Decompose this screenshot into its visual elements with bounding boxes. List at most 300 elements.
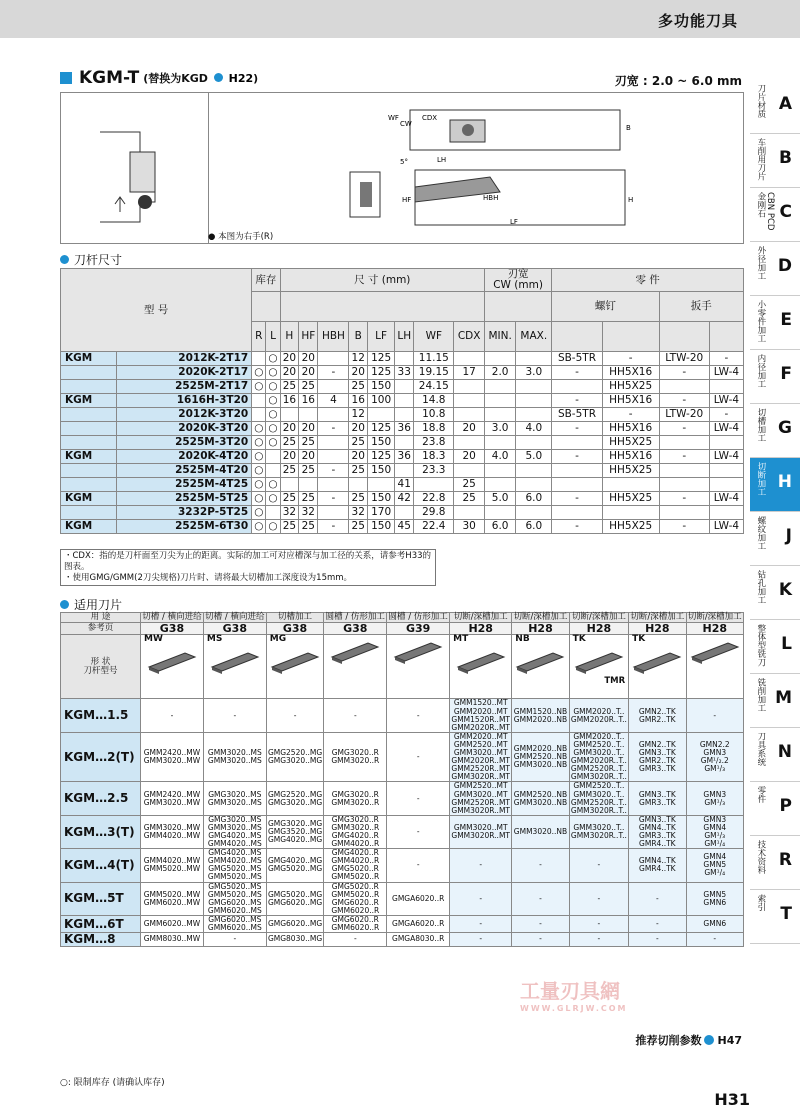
table-row (61, 366, 744, 380)
table-cell: 41 (395, 478, 414, 492)
model-prefix: KGM (64, 932, 96, 947)
table-cell (252, 352, 266, 366)
insert-code-cell: - (569, 915, 628, 932)
table-cell: LW-4 (709, 492, 743, 506)
index-tab-letter: L (781, 634, 792, 654)
table-cell (299, 408, 318, 422)
model-prefix: KGM (61, 520, 117, 534)
table-cell (395, 352, 414, 366)
insert-image (328, 637, 382, 665)
table-cell: LTW-20 (659, 352, 709, 366)
table-cell (552, 464, 602, 478)
svg-text:WF: WF (388, 114, 399, 122)
table-cell: HH5X16 (602, 394, 659, 408)
table-cell (280, 408, 299, 422)
ref-page-link[interactable]: H47 (717, 1034, 742, 1047)
chapter-index (750, 80, 800, 944)
insert-code-cell: - (512, 849, 569, 882)
table-cell: 11.15 (414, 352, 454, 366)
insert-code-cell: GMM2020..T.. GMM2020R..T.. (569, 699, 628, 732)
table-cell (395, 394, 414, 408)
table-cell (709, 380, 743, 394)
part-icon-cell (709, 322, 743, 352)
part-icon-cell (602, 322, 659, 352)
model-prefix: KGM (64, 791, 96, 806)
index-tab-label: 螺纹加工 (755, 516, 766, 550)
model-prefix: KGM (64, 916, 96, 931)
model-prefix (61, 366, 117, 380)
table-cell (454, 352, 485, 366)
model-prefix: KGM (64, 749, 96, 764)
insert-code-cell: - (203, 699, 266, 732)
table-cell: ○ (252, 492, 266, 506)
table-row (61, 450, 744, 464)
replacement-pre: (替换为KGD (143, 72, 208, 85)
holder-model (61, 915, 141, 932)
table-cell (552, 478, 602, 492)
insert-code-cell: - (629, 933, 686, 947)
insert-code-cell: GMGA8030..R (387, 933, 450, 947)
insert-shape-label: TK (572, 634, 586, 645)
replacement-note (143, 70, 258, 86)
index-tab-J[interactable] (750, 512, 800, 566)
table-cell (709, 464, 743, 478)
model-suffix: …4(T) (95, 858, 135, 873)
use-cell: 切断/深槽加工 (450, 613, 512, 623)
table-cell: 32 (349, 506, 368, 520)
insert-code-cell: - (686, 699, 743, 732)
insert-code-cell: GMG6020..R GMM6020..R (324, 915, 387, 932)
svg-text:CW: CW (400, 120, 412, 128)
table-cell: - (552, 422, 602, 436)
insert-code-cell: GMM8030..MW (141, 933, 204, 947)
table-cell: ○ (252, 478, 266, 492)
table-cell: ○ (252, 422, 266, 436)
ref-cell: G38 (324, 622, 387, 635)
use-cell: 圆槽 / 仿形加工 (388, 612, 448, 622)
svg-text:HF: HF (402, 196, 412, 204)
table-cell: ○ (252, 464, 266, 478)
index-tab-F[interactable] (750, 350, 800, 404)
ref-cell: H28 (686, 622, 743, 635)
table-cell: 125 (368, 450, 395, 464)
insert-image (268, 647, 322, 675)
model-prefix (61, 408, 117, 422)
table-cell: 20 (299, 352, 318, 366)
table-cell (454, 394, 485, 408)
table-cell: HH5X25 (602, 492, 659, 506)
table-cell: ○ (266, 422, 280, 436)
table-cell (368, 478, 395, 492)
table-cell: 20 (280, 422, 299, 436)
table-cell (516, 380, 552, 394)
col-header: WF (414, 322, 454, 352)
use-cell: 切断/深槽加工 (513, 612, 568, 622)
table-cell: ○ (252, 366, 266, 380)
table-cell (414, 478, 454, 492)
table-cell (709, 436, 743, 450)
index-tab-L[interactable] (750, 620, 800, 674)
table-cell: 45 (395, 520, 414, 534)
insert-code-cell: GMM4020..MW GMM5020..MW (141, 849, 204, 882)
insert-code-cell: GMN3..TK GMN4..TK GMR3..TK GMR4..TK (629, 815, 686, 848)
section-holder-dims (60, 251, 122, 268)
arrow-circle-icon (214, 73, 223, 82)
table-cell: 19.15 (414, 366, 454, 380)
table-cell: LW-4 (709, 394, 743, 408)
table-cell (318, 450, 349, 464)
model-suffix: …2.5 (95, 791, 129, 806)
width-header (484, 269, 551, 292)
index-tab-letter: D (777, 256, 792, 276)
insert-code-cell: GMG6020..MS GMM6020..MS (203, 915, 266, 932)
insert-code-cell: GMM3020..NB (512, 815, 569, 848)
product-title (60, 68, 258, 88)
table-cell: 20 (280, 352, 299, 366)
col-header: MIN. (484, 322, 515, 352)
table-cell (709, 478, 743, 492)
index-tab-R[interactable] (750, 836, 800, 890)
insert-code-cell: GMM3020..MS GMM3020..MS (203, 732, 266, 782)
table-cell: 22.4 (414, 520, 454, 534)
model-prefix (61, 478, 117, 492)
shape-label: 形 状 (90, 657, 111, 668)
index-tab-label: 索引 (755, 894, 766, 911)
index-tab-N[interactable] (750, 728, 800, 782)
table-row (61, 436, 744, 450)
table-cell: - (659, 366, 709, 380)
index-tab-T[interactable] (750, 890, 800, 944)
table-cell (318, 380, 349, 394)
table-row (61, 478, 744, 492)
insert-code-cell: GMN2.2 GMN3 GM¹/₂.2 GM¹/₃ (686, 732, 743, 782)
index-tab-A[interactable] (750, 80, 800, 134)
insert-code-cell: GMM3020..T.. GMM3020R..T.. (569, 815, 628, 848)
holder-model (61, 849, 141, 882)
svg-text:LF: LF (510, 218, 518, 226)
insert-code-cell: - (387, 815, 450, 848)
insert-code-cell: GMM3020..MT GMM3020R..MT (450, 815, 512, 848)
table-cell: ○ (266, 366, 280, 380)
table-cell: 16 (280, 394, 299, 408)
model-code: 2020K-2T17 (117, 366, 252, 380)
index-tab-label: 钻孔加工 (755, 570, 766, 604)
index-tab-letter: R (778, 850, 792, 870)
table-cell (266, 450, 280, 464)
table-cell: 4.0 (484, 450, 515, 464)
insert-code-cell: GMM1520..NB GMM2020..NB (512, 699, 569, 732)
table-cell: 125 (368, 352, 395, 366)
table-cell: - (709, 352, 743, 366)
col-header: R (252, 322, 266, 352)
table-cell: 25 (280, 492, 299, 506)
table-cell: HH5X25 (602, 380, 659, 394)
index-tab-P[interactable] (750, 782, 800, 836)
table-row (61, 408, 744, 422)
model-code: 2525M-6T30 (117, 520, 252, 534)
insert-code-cell: GMG3020..R GMM3020..R (324, 732, 387, 782)
table-cell: - (318, 464, 349, 478)
table-cell: 29.8 (414, 506, 454, 520)
index-tab-label: 技术资料 (755, 840, 766, 874)
section-title: 刀杆尺寸 (74, 253, 123, 267)
table-cell (602, 478, 659, 492)
shape-header (61, 635, 141, 699)
index-tab-letter: C (779, 202, 792, 222)
insert-code-cell: - (141, 699, 204, 732)
table-cell: ○ (266, 478, 280, 492)
table-cell: HH5X25 (602, 464, 659, 478)
table-cell (602, 506, 659, 520)
table-cell (395, 380, 414, 394)
table-cell: 20 (349, 450, 368, 464)
index-tab-G[interactable] (750, 404, 800, 458)
table-cell: LW-4 (709, 520, 743, 534)
index-tab-K[interactable] (750, 566, 800, 620)
insert-code-cell: - (512, 933, 569, 947)
model-code: 2525M-5T25 (117, 492, 252, 506)
holder-label: 刀杆型号 (83, 665, 118, 676)
index-tab-letter: N (777, 742, 792, 762)
part-icon-cell (552, 322, 602, 352)
index-tab-letter: J (785, 526, 792, 546)
insert-code-cell: GMN3 GM¹/₃ (686, 782, 743, 815)
model-code: 2525M-2T17 (117, 380, 252, 394)
insert-code-cell: GMG5020..MS GMM5020..MS GMG6020..MS GMM6020..MS (203, 882, 266, 915)
table-cell: ○ (266, 436, 280, 450)
table-row (61, 464, 744, 478)
table-cell (368, 408, 395, 422)
table-cell (484, 478, 515, 492)
index-tab-H[interactable] (750, 458, 800, 512)
table-cell: - (318, 492, 349, 506)
table-cell (516, 408, 552, 422)
table-cell: ○ (252, 450, 266, 464)
ref-cell: H28 (512, 622, 569, 635)
insert-code-cell: GMM1520..MT GMM2020..MT GMM1520R..MT GMM2020R..MT (451, 698, 510, 732)
model-code: 2525M-3T20 (117, 436, 252, 450)
table-cell: 33 (395, 366, 414, 380)
insert-image (454, 647, 508, 675)
table-cell: - (659, 492, 709, 506)
table-cell: 170 (368, 506, 395, 520)
index-tab-letter: B (779, 148, 792, 168)
insert-code-cell: GMG5020..MG GMG6020..MG (266, 882, 324, 915)
table-cell (484, 394, 515, 408)
insert-shape-cell (569, 635, 628, 699)
use-cell: 切槽加工 (266, 613, 324, 623)
insert-code-cell: GMM2020..MT GMM2520..MT GMM3020..MT GMM2020R..MT GMM2520R..MT GMM3020R..MT (451, 731, 510, 782)
col-header: HBH (318, 322, 349, 352)
insert-code-cell: GMM2520..T.. GMM3020..T.. GMM2520R..T.. GMM3020R..T.. (570, 781, 627, 815)
index-tab-E[interactable] (750, 296, 800, 350)
table-cell: 25 (349, 520, 368, 534)
ref-text: 推荐切削参数 (635, 1034, 702, 1047)
table-cell (395, 506, 414, 520)
index-tab-letter: K (778, 580, 792, 600)
table-cell (484, 506, 515, 520)
table-cell: SB-5TR (552, 408, 602, 422)
table-cell: - (318, 366, 349, 380)
model-prefix: KGM (61, 394, 117, 408)
table-cell: 25 (299, 436, 318, 450)
table-cell: HH5X25 (602, 520, 659, 534)
table-cell: - (602, 352, 659, 366)
table-cell (454, 380, 485, 394)
table-row (61, 394, 744, 408)
svg-text:5°: 5° (400, 158, 408, 166)
index-tab-letter: M (775, 688, 792, 708)
table-cell: - (659, 450, 709, 464)
insert-code-cell: - (450, 849, 512, 882)
col-header: H (280, 322, 299, 352)
table-cell: 25 (454, 492, 485, 506)
index-tab-label: 小零件加工 (755, 300, 766, 343)
table-cell: 24.15 (414, 380, 454, 394)
table-cell (659, 436, 709, 450)
insert-code-cell: GMN2..TK GMN3..TK GMR2..TK GMR3..TK (629, 732, 686, 782)
use-cell: 切断/深槽加工 (569, 613, 628, 623)
table-cell (709, 506, 743, 520)
table-cell: 150 (368, 436, 395, 450)
insert-code-cell: GMM2520..NB GMM3020..NB (512, 782, 569, 815)
holder-model (61, 815, 141, 848)
ref-cell: H28 (450, 622, 512, 635)
model-prefix: KGM (64, 708, 96, 723)
table-cell: 36 (395, 422, 414, 436)
table-row (61, 422, 744, 436)
table-cell: HH5X16 (602, 450, 659, 464)
use-cell: 切槽 / 横向进给 (205, 612, 265, 622)
use-cell: 切断/深槽加工 (687, 612, 742, 622)
holder-model (61, 933, 141, 947)
insert-code-cell: GMG4020..MG GMG5020..MG (266, 849, 324, 882)
table-cell: 25 (299, 520, 318, 534)
col-header: B (349, 322, 368, 352)
note-line: ・CDX：指的是刀杆面至刀尖为止的距离。实际的加工可对应槽深与加工径的关系，请参考H33的图表。 (64, 551, 432, 573)
table-cell (266, 464, 280, 478)
table-cell: - (602, 408, 659, 422)
use-cell: 圆槽 / 仿形加工 (325, 612, 385, 622)
replacement-ref[interactable]: H22 (228, 72, 254, 85)
holder-drawing (60, 92, 744, 244)
table-cell: 32 (299, 506, 318, 520)
cutting-params-ref (635, 1032, 742, 1048)
diagram-note: ● 本图为右手(R) (208, 232, 274, 242)
insert-image (145, 647, 199, 675)
table-cell: HH5X25 (602, 436, 659, 450)
cw-label: CW (mm) (493, 279, 543, 292)
index-tab-M[interactable] (750, 674, 800, 728)
index-tab-label: 切断加工 (755, 462, 766, 496)
table-cell: 25 (349, 492, 368, 506)
table-cell (484, 352, 515, 366)
model-suffix: …2(T) (95, 749, 135, 764)
index-tab-B[interactable] (750, 134, 800, 188)
table-cell: ○ (266, 520, 280, 534)
table-cell: 25 (280, 464, 299, 478)
table-cell: - (552, 394, 602, 408)
table-cell: - (318, 520, 349, 534)
table-cell: 32 (280, 506, 299, 520)
insert-shape-cell (203, 635, 266, 699)
table-cell: 4.0 (516, 422, 552, 436)
insert-code-cell: - (387, 699, 450, 732)
table-cell: ○ (266, 352, 280, 366)
table-cell: 42 (395, 492, 414, 506)
col-header: CDX (454, 322, 485, 352)
insert-code-cell: GMN3..TK GMR3..TK (629, 782, 686, 815)
insert-code-cell: GMGA6020..R (387, 915, 450, 932)
table-cell: 4 (318, 394, 349, 408)
index-tab-label: 刀具系统 (755, 732, 766, 766)
table-cell: 20 (280, 366, 299, 380)
svg-text:HBH: HBH (483, 194, 499, 202)
dim-header: 尺 寸 (mm) (280, 269, 484, 292)
watermark-text: 工量刃具網 (520, 979, 620, 1003)
table-cell: - (659, 520, 709, 534)
table-cell: 16 (299, 394, 318, 408)
model-code: 2525M-4T20 (117, 464, 252, 478)
insert-code-cell: GMM3020..MW GMM4020..MW (141, 815, 204, 848)
note-line: ・使用GMG/GMM(2刀尖规格)刀片时、请将最大切槽加工深度设为15mm。 (64, 573, 353, 584)
table-cell: 10.8 (414, 408, 454, 422)
insert-shape-cell (629, 635, 686, 699)
table-cell: 18.3 (414, 450, 454, 464)
ref-cell: G38 (141, 622, 204, 635)
table-cell (252, 394, 266, 408)
section-inserts (60, 596, 122, 613)
index-tab-C[interactable] (750, 188, 800, 242)
insert-shape-cell (324, 635, 387, 699)
index-tab-letter: A (778, 94, 792, 114)
table-cell: ○ (266, 394, 280, 408)
ref-cell: G39 (387, 622, 450, 635)
table-cell: 30 (454, 520, 485, 534)
table-cell: 23.3 (414, 464, 454, 478)
table-cell: 3.0 (484, 422, 515, 436)
table-cell: 150 (368, 464, 395, 478)
insert-code-cell: - (387, 782, 450, 815)
index-tab-letter: F (780, 364, 792, 384)
insert-shape-cell (266, 635, 324, 699)
table-cell: 25 (299, 464, 318, 478)
model-prefix (61, 422, 117, 436)
table-cell: 100 (368, 394, 395, 408)
index-tab-letter: H (777, 472, 792, 492)
insert-code-cell: GMG3020..R GMM3020..R GMG4020..R GMM4020..R (324, 815, 387, 848)
table-row (61, 882, 744, 915)
ref-cell: H28 (629, 622, 686, 635)
table-cell: 5.0 (484, 492, 515, 506)
index-tab-D[interactable] (750, 242, 800, 296)
table-cell: 20 (349, 366, 368, 380)
table-cell (454, 436, 485, 450)
table-cell (318, 436, 349, 450)
table-cell (659, 380, 709, 394)
table-cell: 20 (299, 366, 318, 380)
table-cell: 6.0 (516, 520, 552, 534)
table-cell (659, 506, 709, 520)
table-cell (280, 478, 299, 492)
insert-code-cell: GMG5020..R GMM5020..R GMG6020..R GMM6020..R (324, 882, 387, 915)
table-cell: 125 (368, 422, 395, 436)
table-cell (318, 478, 349, 492)
table-cell: - (318, 422, 349, 436)
model-prefix (61, 464, 117, 478)
insert-code-cell: GMM6020..MW (141, 915, 204, 932)
use-cell: 切槽 / 横向进给 (142, 612, 202, 622)
